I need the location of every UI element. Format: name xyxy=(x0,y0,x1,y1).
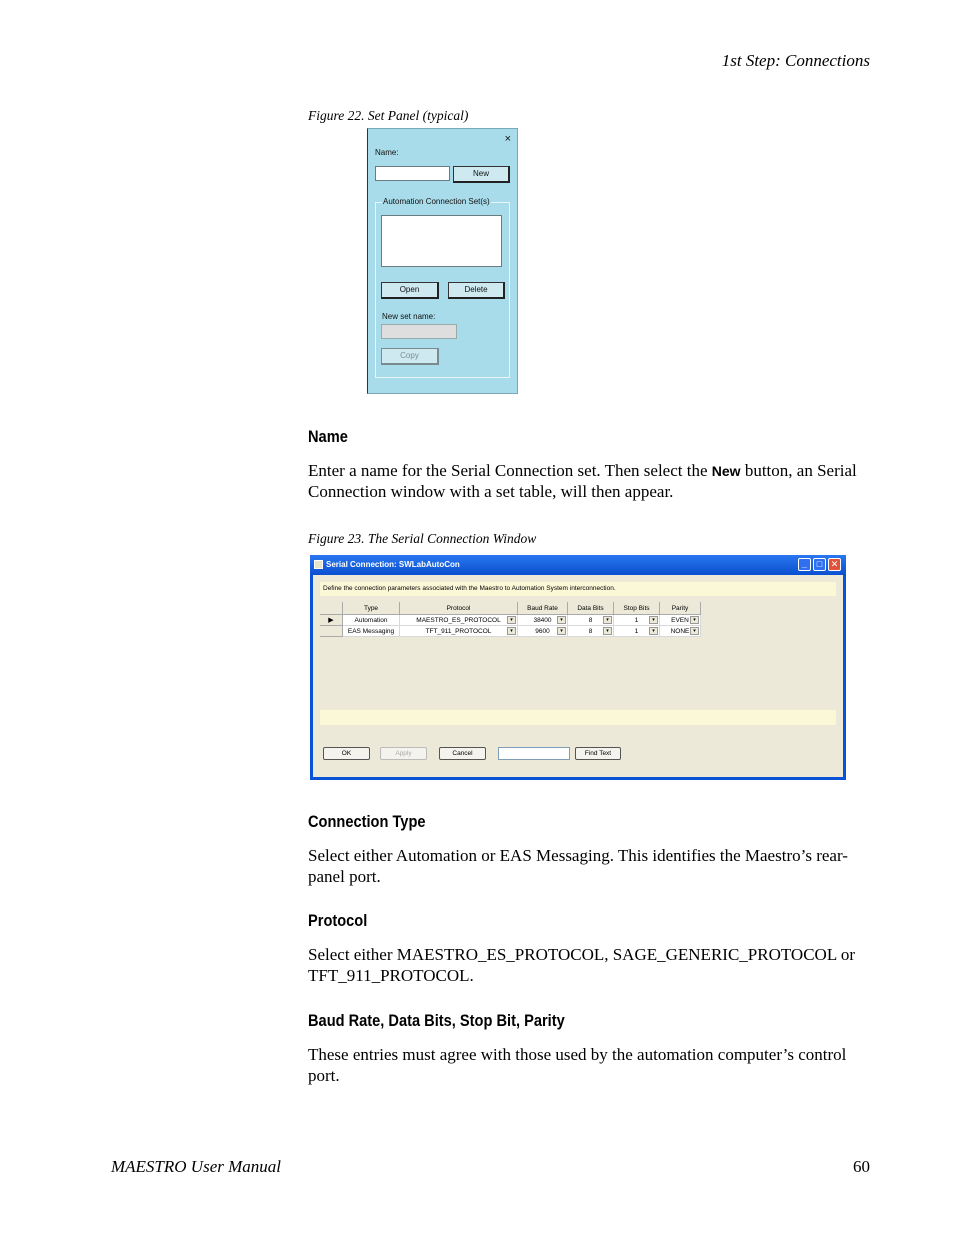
grid-corner xyxy=(320,602,343,615)
chevron-down-icon[interactable]: ▾ xyxy=(557,627,566,635)
open-button[interactable]: Open xyxy=(381,282,439,299)
table-cell-stop-bits[interactable] xyxy=(614,626,660,637)
apply-button[interactable]: Apply xyxy=(380,747,427,760)
table-cell-type[interactable]: Automation xyxy=(343,615,400,626)
column-header-data-bits[interactable]: Data Bits xyxy=(568,602,614,615)
chevron-down-icon[interactable]: ▾ xyxy=(649,627,658,635)
find-text-input[interactable] xyxy=(498,747,570,760)
column-header-stop-bits[interactable]: Stop Bits xyxy=(614,602,660,615)
chevron-down-icon[interactable]: ▾ xyxy=(507,627,516,635)
figure-23-caption: Figure 23. The Serial Connection Window xyxy=(308,531,537,546)
baud-rate-heading: Baud Rate, Data Bits, Stop Bit, Parity xyxy=(308,1011,565,1030)
connection-grid xyxy=(320,602,836,752)
maximize-icon[interactable]: □ xyxy=(813,558,826,571)
new-set-name-input[interactable] xyxy=(381,324,457,339)
ok-button[interactable]: OK xyxy=(323,747,370,760)
cell-value: MAESTRO_ES_PROTOCOL xyxy=(416,617,501,624)
cell-value: 8 xyxy=(588,628,593,635)
cell-value: 1 xyxy=(634,617,639,624)
name-heading: Name xyxy=(308,427,348,446)
cell-value: 38400 xyxy=(533,617,552,624)
status-bar xyxy=(320,710,836,725)
cell-value: EVEN xyxy=(671,617,689,624)
name-label: Name: xyxy=(375,148,399,157)
name-input[interactable] xyxy=(375,166,450,181)
chevron-down-icon[interactable]: ▾ xyxy=(603,616,612,624)
cell-value: 8 xyxy=(588,617,593,624)
current-row-icon[interactable]: ▶ xyxy=(320,615,343,626)
table-cell-stop-bits[interactable] xyxy=(614,615,660,626)
column-header-protocol[interactable]: Protocol xyxy=(400,602,518,615)
name-text-after: button, an Serial Connection window with a set table, will then appear. xyxy=(308,461,857,501)
table-cell-parity[interactable] xyxy=(660,626,701,637)
delete-button[interactable]: Delete xyxy=(448,282,505,299)
chevron-down-icon[interactable]: ▾ xyxy=(690,627,699,635)
table-cell-data-bits[interactable] xyxy=(568,626,614,637)
running-header: 1st Step: Connections xyxy=(721,51,870,70)
table-cell-parity[interactable] xyxy=(660,615,701,626)
connection-type-heading: Connection Type xyxy=(308,812,426,831)
protocol-paragraph: Select either MAESTRO_ES_PROTOCOL, SAGE_GENERIC_PROTOCOL or TFT_911_PROTOCOL. xyxy=(308,945,855,985)
cell-value: 1 xyxy=(634,628,639,635)
baud-rate-paragraph: These entries must agree with those used by the automation computer’s control port. xyxy=(308,1045,847,1085)
description-text: Define the connection parameters associated with the Maestro to Automation System interconnection. xyxy=(320,582,836,596)
chevron-down-icon[interactable]: ▾ xyxy=(557,616,566,624)
chevron-down-icon[interactable]: ▾ xyxy=(507,616,516,624)
chevron-down-icon[interactable]: ▾ xyxy=(690,616,699,624)
column-header-type[interactable]: Type xyxy=(343,602,400,615)
automation-connection-sets-group xyxy=(375,197,510,378)
find-text-button[interactable]: Find Text xyxy=(575,747,621,760)
set-panel xyxy=(367,128,518,394)
close-icon[interactable]: ✕ xyxy=(828,558,841,571)
window-title: Serial Connection: SWLabAutoCon xyxy=(326,560,460,569)
table-cell-data-bits[interactable] xyxy=(568,615,614,626)
new-button[interactable]: New xyxy=(453,166,510,183)
minimize-icon[interactable]: _ xyxy=(798,558,811,571)
serial-connection-window xyxy=(310,555,846,780)
cell-value: NONE xyxy=(670,628,690,635)
chevron-down-icon[interactable]: ▾ xyxy=(649,616,658,624)
table-cell-protocol[interactable] xyxy=(400,615,518,626)
table-cell-baud-rate[interactable] xyxy=(518,626,568,637)
new-set-name-label: New set name: xyxy=(382,312,436,321)
table-cell-baud-rate[interactable] xyxy=(518,615,568,626)
protocol-heading: Protocol xyxy=(308,911,368,930)
window-app-icon xyxy=(314,560,323,569)
column-header-baud-rate[interactable]: Baud Rate xyxy=(518,602,568,615)
row-header[interactable] xyxy=(320,626,343,637)
copy-button[interactable]: Copy xyxy=(381,348,439,365)
cancel-button[interactable]: Cancel xyxy=(439,747,486,760)
connection-sets-list[interactable] xyxy=(381,215,502,267)
table-cell-type[interactable]: EAS Messaging xyxy=(343,626,400,637)
cell-value: 9600 xyxy=(535,628,550,635)
footer-manual-title: MAESTRO User Manual xyxy=(111,1157,281,1176)
name-paragraph xyxy=(308,461,868,502)
group-title: Automation Connection Set(s) xyxy=(383,197,490,206)
window-title-bar[interactable] xyxy=(310,555,846,575)
connection-type-paragraph: Select either Automation or EAS Messaging. This identifies the Maestro’s rear-panel port. xyxy=(308,846,848,886)
column-header-parity[interactable]: Parity xyxy=(660,602,701,615)
figure-22-caption: Figure 22. Set Panel (typical) xyxy=(308,108,469,123)
close-icon[interactable]: × xyxy=(504,133,511,145)
chevron-down-icon[interactable]: ▾ xyxy=(603,627,612,635)
name-text-before: Enter a name for the Serial Connection set. Then select the xyxy=(308,461,712,480)
cell-value: TFT_911_PROTOCOL xyxy=(425,628,492,635)
window-body xyxy=(313,575,843,777)
table-cell-protocol[interactable] xyxy=(400,626,518,637)
page-number: 60 xyxy=(853,1157,870,1176)
new-button-reference: New xyxy=(711,463,741,479)
